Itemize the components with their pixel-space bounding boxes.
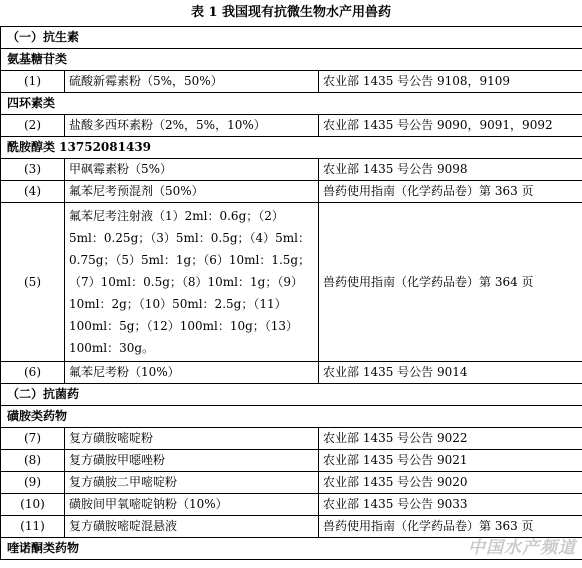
drug-name: 氟苯尼考粉（10%） — [65, 362, 319, 384]
row-number: (7) — [1, 428, 65, 450]
drug-name: 氟苯尼考注射液（1）2ml：0.6g；（2）5ml：0.25g；（3）5ml：0.5g；（4）5ml：0.75g；（5）5ml：1g；（6）10ml：1.5g；（7）10ml：0.5g；（8）10ml：1g；（9）10ml：2g；（10）50ml：2.5g；（11）100ml：5g；（12）100ml：10g；（13）100ml：30g。 — [65, 203, 319, 362]
row-number: (2) — [1, 115, 65, 137]
table-row — [1, 494, 582, 516]
drug-name: 复方磺胺甲噁唑粉 — [65, 450, 319, 472]
row-number: (10) — [1, 494, 65, 516]
category-row — [1, 137, 582, 159]
table-row — [1, 181, 582, 203]
category-heading: 氨基糖苷类 — [1, 49, 582, 71]
table-row — [1, 71, 582, 93]
section-heading: （一）抗生素 — [1, 27, 582, 49]
drug-name: 甲砜霉素粉（5%） — [65, 159, 319, 181]
drug-reference: 兽药使用指南（化学药品卷）第 364 页 — [319, 203, 582, 362]
row-number: (4) — [1, 181, 65, 203]
drug-name: 磺胺间甲氧嘧啶钠粉（10%） — [65, 494, 319, 516]
drug-reference: 农业部 1435 号公告 9014 — [319, 362, 582, 384]
drug-reference: 农业部 1435 号公告 9021 — [319, 450, 582, 472]
drug-reference: 农业部 1435 号公告 9108，9109 — [319, 71, 582, 93]
row-number: (1) — [1, 71, 65, 93]
drug-name: 盐酸多西环素粉（2%，5%，10%） — [65, 115, 319, 137]
row-number: (8) — [1, 450, 65, 472]
table-row — [1, 115, 582, 137]
table-row — [1, 472, 582, 494]
category-heading: 磺胺类药物 — [1, 406, 582, 428]
drug-reference: 兽药使用指南（化学药品卷）第 363 页 — [319, 181, 582, 203]
watermark: 中国水产频道 — [468, 538, 576, 558]
table-row — [1, 428, 582, 450]
drug-name: 复方磺胺二甲嘧啶粉 — [65, 472, 319, 494]
drug-name: 硫酸新霉素粉（5%，50%） — [65, 71, 319, 93]
drug-name: 氟苯尼考预混剂（50%） — [65, 181, 319, 203]
drug-reference: 农业部 1435 号公告 9020 — [319, 472, 582, 494]
table-row — [1, 362, 582, 384]
drug-table — [0, 26, 582, 560]
row-number: (3) — [1, 159, 65, 181]
row-number: (11) — [1, 516, 65, 538]
category-heading: 酰胺醇类 13752081439 — [1, 137, 582, 159]
section-row — [1, 384, 582, 406]
drug-name: 复方磺胺嘧啶粉 — [65, 428, 319, 450]
row-number: (9) — [1, 472, 65, 494]
row-number: (5) — [1, 203, 65, 362]
table-row — [1, 159, 582, 181]
drug-reference: 农业部 1435 号公告 9098 — [319, 159, 582, 181]
category-row — [1, 49, 582, 71]
drug-reference: 农业部 1435 号公告 9033 — [319, 494, 582, 516]
category-row — [1, 93, 582, 115]
drug-name: 复方磺胺嘧啶混悬液 — [65, 516, 319, 538]
table-title: 表 1 我国现有抗微生物水产用兽药 — [190, 5, 392, 20]
drug-reference: 农业部 1435 号公告 9022 — [319, 428, 582, 450]
category-row — [1, 406, 582, 428]
section-row — [1, 27, 582, 49]
section-heading: （二）抗菌药 — [1, 384, 582, 406]
category-heading: 喹诺酮类药物 — [1, 538, 582, 560]
row-number: (6) — [1, 362, 65, 384]
drug-reference: 兽药使用指南（化学药品卷）第 363 页 — [319, 516, 582, 538]
category-heading: 四环素类 — [1, 93, 582, 115]
table-row — [1, 203, 582, 362]
drug-reference: 农业部 1435 号公告 9090，9091，9092 — [319, 115, 582, 137]
table-row — [1, 450, 582, 472]
